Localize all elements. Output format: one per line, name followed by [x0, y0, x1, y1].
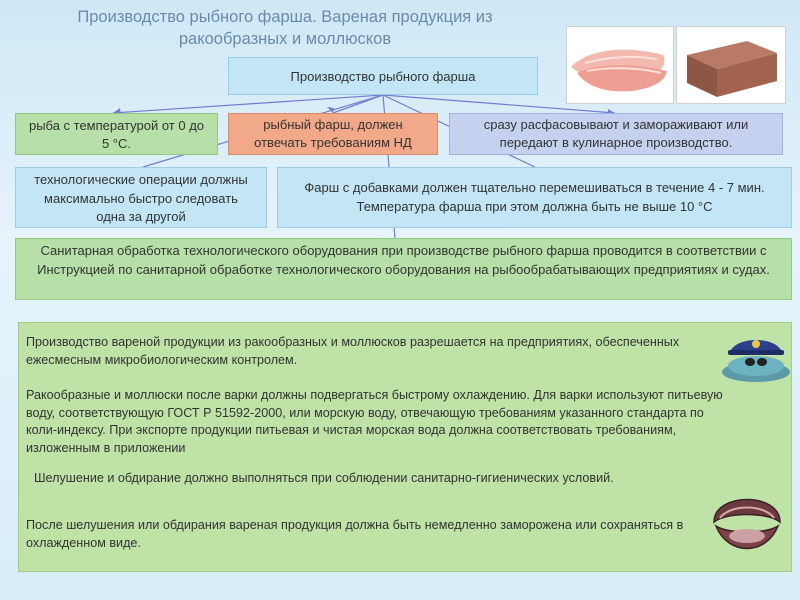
panel-paragraph-4: После шелушения или обдирания вареная продукция должна быть немедленно заморожена или сохраняться в охлажденном виде. [26, 518, 684, 550]
open-shell-icon [708, 482, 786, 560]
mixing-text: Фарш с добавками должен тщательно перемешиваться в течение 4 - 7 мин. Температура фарша при этом должна быть не выше 10 °С [304, 180, 765, 214]
operations-box [15, 167, 267, 228]
production-header-box [228, 57, 538, 95]
panel-paragraph-1: Производство вареной продукции из ракообразных и моллюсков разрешается на предприятиях, обеспеченных ежесмесным микробиологическим контролем. [26, 335, 680, 367]
operations-text: технологические операции должны максимально быстро следовать одна за другой [34, 172, 248, 224]
sanitation-box [15, 238, 792, 300]
sanitation-text: Санитарная обработка технологического оборудования при производстве рыбного фарша проводится в соответствии с Инструкцией по санитарной обработке технологического оборудования на рыбообрабатывающих предприятиях и судах. [37, 243, 770, 277]
production-header-label: Производство рыбного фарша [290, 69, 476, 84]
panel-paragraph-3: Шелушение и обдирание должно выполняться при соблюдении санитарно-гигиенических условий. [34, 471, 614, 485]
mixing-box [277, 167, 792, 228]
temperature-text: рыба с температурой от 0 до 5 °С. [28, 118, 205, 151]
shell-with-captain-hat-icon [716, 322, 796, 384]
temperature-box [15, 113, 218, 155]
panel-paragraph-2: Ракообразные и моллюски после варки должны подвергаться быстрому охлаждению. Для варки используют питьевую воду, соответствующую ГОСТ Р 51592-2000, или морскую воду, отвечающую требованиям указанного стандарта по коли-индексу. При экспорте продукции питьевая и чистая морская вода должна соответствовать требованиям, изложенным в приложении [26, 388, 723, 455]
page-title: Производство рыбного фарша. Вареная продукция из ракообразных и моллюсков [77, 8, 493, 48]
packaging-text: сразу расфасовывают и замораживают или передают в кулинарное производство. [483, 117, 749, 150]
nd-requirement-text: рыбный фарш, должен отвечать требованиям НД [254, 117, 412, 150]
nd-requirement-box [228, 113, 438, 155]
packaging-box [449, 113, 783, 155]
